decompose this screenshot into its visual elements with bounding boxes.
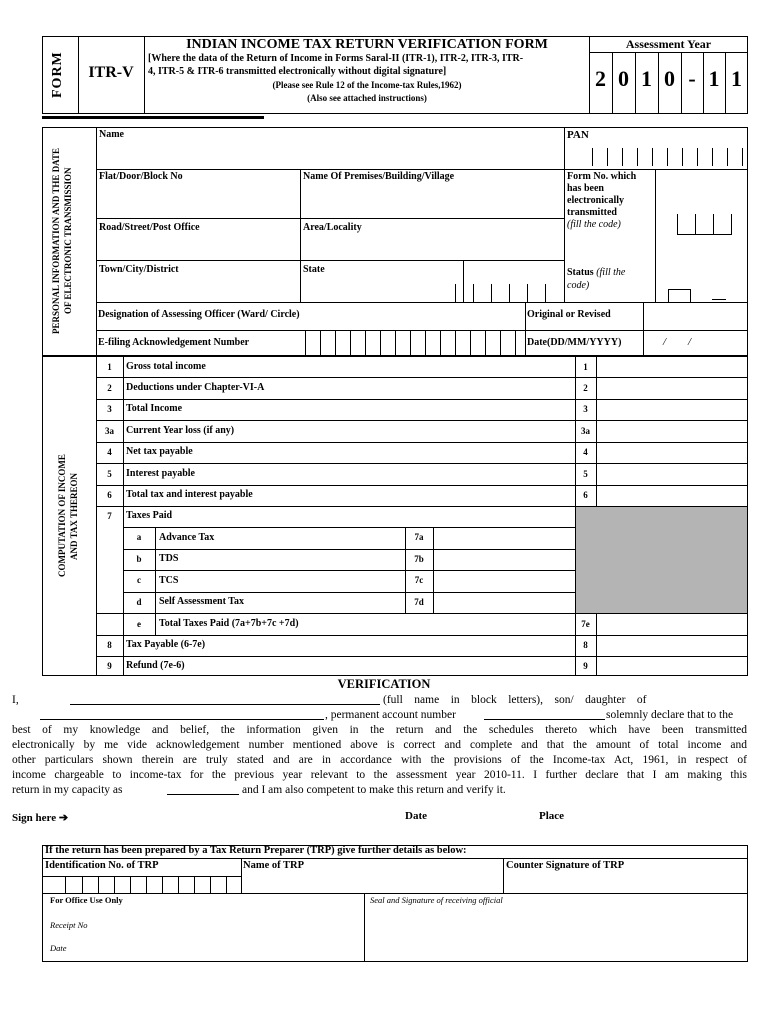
- verification-text: I, (full name in block letters), son/ daughter of , permanent account number solemnly declare that to the best of my knowledge and belief, the information given in the return and the schedules thereto which have been transmitted electronically by me vide acknowledgement number mentioned above is correct and complete and that the amount of total income and other particulars shown therein are truly stated and are in accordance with the provisions of the Income-tax Act, 1961, in respect of income chargeable to income-tax for the previous year relevant to the assessment year 2010-11. I further declare that I am making this return in my capacity as and I am also competent to make this return and verify it.: [12, 694, 747, 796]
- row-label-net-tax-payable: Net tax payable: [126, 446, 193, 457]
- seal-signature-label: Seal and Signature of receiving official: [370, 895, 503, 905]
- form-subtitle-4: (Also see attached instructions): [307, 93, 427, 103]
- name-label: Name: [99, 129, 124, 140]
- sub-letter: a: [136, 532, 142, 542]
- state-label: State: [303, 264, 325, 275]
- personal-side-label: PERSONAL INFORMATION AND THE DATE OF ELECTRONIC TRANSMISSION: [51, 147, 73, 335]
- form-code: ITR-V: [88, 64, 134, 81]
- row-ref: 1: [583, 362, 588, 372]
- year-digit: 1: [731, 66, 742, 91]
- full-name-blank[interactable]: [70, 704, 380, 705]
- sub-label-self-assessment: Self Assessment Tax: [159, 596, 245, 607]
- row-ref: 8: [583, 640, 588, 650]
- form-subtitle-3: (Please see Rule 12 of the Income-tax Rules,1962): [272, 80, 462, 90]
- row-ref: 4: [583, 447, 588, 457]
- capacity-blank[interactable]: [167, 794, 239, 795]
- row-no: 3a: [105, 426, 114, 436]
- sub-letter: d: [136, 597, 142, 607]
- office-date-label: Date: [50, 943, 67, 953]
- row-no: 7: [107, 511, 112, 521]
- sub-ref: 7c: [414, 575, 424, 585]
- row-no: 9: [107, 661, 112, 671]
- sub-ref: 7d: [414, 597, 424, 607]
- original-revised-label: Original or Revised: [527, 309, 611, 320]
- status-label: Status (fill the code): [567, 267, 626, 291]
- year-digit: 0: [618, 66, 629, 91]
- row-no: 1: [107, 362, 112, 372]
- road-label: Road/Street/Post Office: [99, 222, 200, 233]
- verification-place-label: Place: [539, 810, 565, 822]
- verification-heading: VERIFICATION: [337, 677, 431, 691]
- row-no: 2: [107, 383, 112, 393]
- sub-ref: 7e: [581, 619, 590, 629]
- trp-id-label: Identification No. of TRP: [45, 860, 159, 871]
- form-subtitle-1: [Where the data of the Return of Income in Forms Saral-II (ITR-1), ITR-2, ITR-3, ITR-: [148, 53, 524, 64]
- row-label-total-income: Total Income: [126, 403, 183, 414]
- year-digit: 1: [641, 66, 652, 91]
- assessment-year-digits: [589, 66, 748, 106]
- header-rule: [42, 116, 264, 119]
- trp-name-label: Name of TRP: [243, 860, 305, 871]
- row-label-gross-total-income: Gross total income: [126, 361, 206, 372]
- row-no: 4: [107, 447, 112, 457]
- form-no-label: Form No. which has been electronically transmitted (fill the code): [567, 171, 637, 230]
- row-no: 3: [107, 404, 112, 414]
- row-label-total-tax-interest: Total tax and interest payable: [126, 489, 253, 500]
- row-ref: 9: [583, 661, 588, 671]
- row-label-deductions: Deductions under Chapter-VI-A: [126, 382, 265, 393]
- year-digit: 0: [664, 66, 675, 91]
- sub-label-total-taxes-paid: Total Taxes Paid (7a+7b+7c +7d): [159, 618, 299, 629]
- assessment-year-label: Assessment Year: [625, 37, 712, 51]
- date-slashes[interactable]: / /: [663, 336, 692, 348]
- trp-counter-signature-label: Counter Signature of TRP: [506, 860, 625, 871]
- pan-boxes[interactable]: [592, 148, 744, 166]
- father-name-blank[interactable]: [40, 719, 324, 720]
- trp-id-boxes[interactable]: [42, 876, 241, 894]
- row-ref: 5: [583, 469, 588, 479]
- row-label-current-year-loss: Current Year loss (if any): [126, 425, 235, 436]
- row-ref: 2: [583, 383, 588, 393]
- row-label-tax-payable: Tax Payable (6-7e): [126, 639, 206, 650]
- form-title: INDIAN INCOME TAX RETURN VERIFICATION FORM: [186, 37, 548, 52]
- flat-label: Flat/Door/Block No: [99, 171, 183, 182]
- ack-number-boxes[interactable]: [305, 330, 525, 356]
- pin-boxes[interactable]: [455, 284, 555, 302]
- sub-letter: c: [137, 575, 141, 585]
- year-digit: 1: [708, 66, 720, 91]
- area-label: Area/Locality: [303, 222, 362, 233]
- date-label: Date(DD/MM/YYYY): [527, 337, 622, 348]
- premises-label: Name Of Premises/Building/Village: [303, 171, 455, 182]
- row-ref: 3a: [581, 426, 590, 436]
- year-digit: -: [688, 66, 696, 91]
- taxes-paid-shaded-area: [576, 507, 747, 613]
- trp-heading: If the return has been prepared by a Tax Return Preparer (TRP) give further details as below:: [45, 845, 467, 856]
- sub-label-advance-tax: Advance Tax: [159, 532, 215, 543]
- designation-label: Designation of Assessing Officer (Ward/ Circle): [98, 309, 300, 320]
- row-ref: 6: [583, 490, 588, 500]
- computation-side-label: COMPUTATION OF INCOME AND TAX THEREON: [57, 454, 79, 578]
- sub-label-tcs: TCS: [159, 575, 179, 586]
- sub-letter: b: [136, 554, 142, 564]
- verification-i: I,: [12, 694, 19, 706]
- row-label-refund: Refund (7e-6): [126, 660, 185, 671]
- row-label-taxes-paid: Taxes Paid: [126, 510, 173, 521]
- form-no-code-boxes[interactable]: [677, 214, 733, 234]
- year-digit: 2: [595, 66, 606, 91]
- pan-label: PAN: [567, 129, 589, 141]
- form-subtitle-2: 4, ITR-5 & ITR-6 transmitted electronically without digital signature]: [148, 66, 447, 77]
- verification-date-label: Date: [405, 810, 427, 822]
- sub-ref: 7a: [414, 532, 424, 542]
- sign-here-label: Sign here ➔: [12, 812, 69, 824]
- office-use-label: For Office Use Only: [50, 895, 123, 905]
- sub-label-tds: TDS: [159, 553, 179, 564]
- row-no: 6: [107, 490, 112, 500]
- town-label: Town/City/District: [99, 264, 179, 275]
- sub-ref: 7b: [414, 554, 424, 564]
- row-label-interest-payable: Interest payable: [126, 468, 195, 479]
- sub-letter: e: [137, 619, 141, 629]
- pan-blank[interactable]: [484, 719, 605, 720]
- row-no: 5: [107, 469, 112, 479]
- row-ref: 3: [583, 404, 588, 414]
- efiling-label: E-filing Acknowledgement Number: [98, 337, 250, 348]
- receipt-no-label: Receipt No: [50, 920, 88, 930]
- status-code-boxes[interactable]: [668, 289, 748, 303]
- form-word: FORM: [50, 51, 65, 99]
- row-no: 8: [107, 640, 112, 650]
